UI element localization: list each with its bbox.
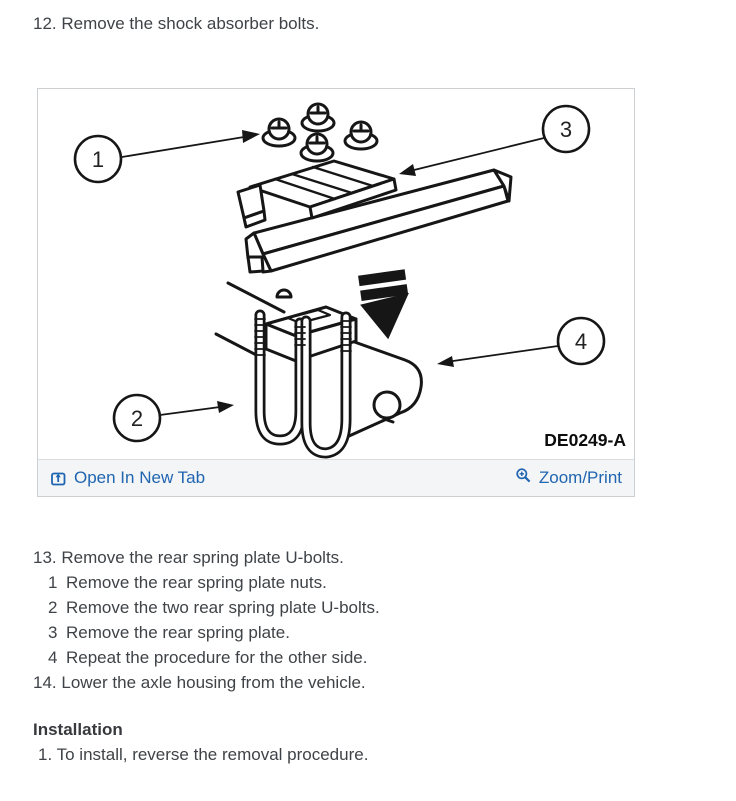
step-text: Remove the shock absorber bolts. [61,14,320,33]
spacer [0,497,736,545]
substep-2 [0,595,736,620]
nut [302,104,334,131]
callout-2 [114,395,160,441]
callout-4 [558,318,604,364]
open-in-new-tab-link[interactable] [50,468,205,488]
open-in-new-tab-label: Open In New Tab [74,468,206,487]
substep-number: 4 [48,648,58,667]
zoom-print-link[interactable] [515,467,622,489]
diagram-canvas [38,89,634,459]
substep-number: 2 [48,598,58,617]
callout-1 [75,136,121,182]
step-14 [0,670,736,695]
diagram-toolbar [38,459,634,496]
substep-1 [0,570,736,595]
callout-3 [543,106,589,152]
step-12 [0,11,736,36]
callout-3-label: 3 [559,117,573,142]
step-number: 1. [38,745,53,764]
step-number: 14. [33,673,57,692]
step-text: Remove the rear spring plate U-bolts. [61,548,344,567]
part-code-label: DE0249-A [544,430,626,450]
substep-text: Repeat the procedure for the other side. [66,648,368,667]
substep-3 [0,620,736,645]
axle-tube-opening [374,392,400,418]
substep-number: 1 [48,573,58,592]
nut [345,122,377,149]
diagram-figure [37,88,635,497]
nut [263,119,295,146]
shock-absorber-diagram [38,89,634,459]
callout-1-label: 1 [91,147,105,172]
substep-text: Remove the rear spring plate. [66,623,290,642]
step-13 [0,545,736,570]
substep-text: Remove the rear spring plate nuts. [66,573,327,592]
step-text: Lower the axle housing from the vehicle. [61,673,366,692]
substep-number: 3 [48,623,58,642]
installation-heading: Installation [33,720,123,739]
open-in-new-tab-icon [50,470,67,487]
nut [301,134,333,161]
step-number: 12. [33,14,57,33]
down-arrow [356,269,415,342]
zoom-icon [515,467,532,484]
shock-absorber-nuts [263,104,377,161]
substep-4 [0,645,736,670]
installation-step-1 [0,742,736,767]
step-text: To install, reverse the removal procedure. [56,745,369,764]
callout-4-label: 4 [574,329,588,354]
substep-text: Remove the two rear spring plate U-bolts. [66,598,380,617]
zoom-print-label: Zoom/Print [538,468,622,487]
step-number: 13. [33,548,57,567]
callout-2-label: 2 [130,406,144,431]
